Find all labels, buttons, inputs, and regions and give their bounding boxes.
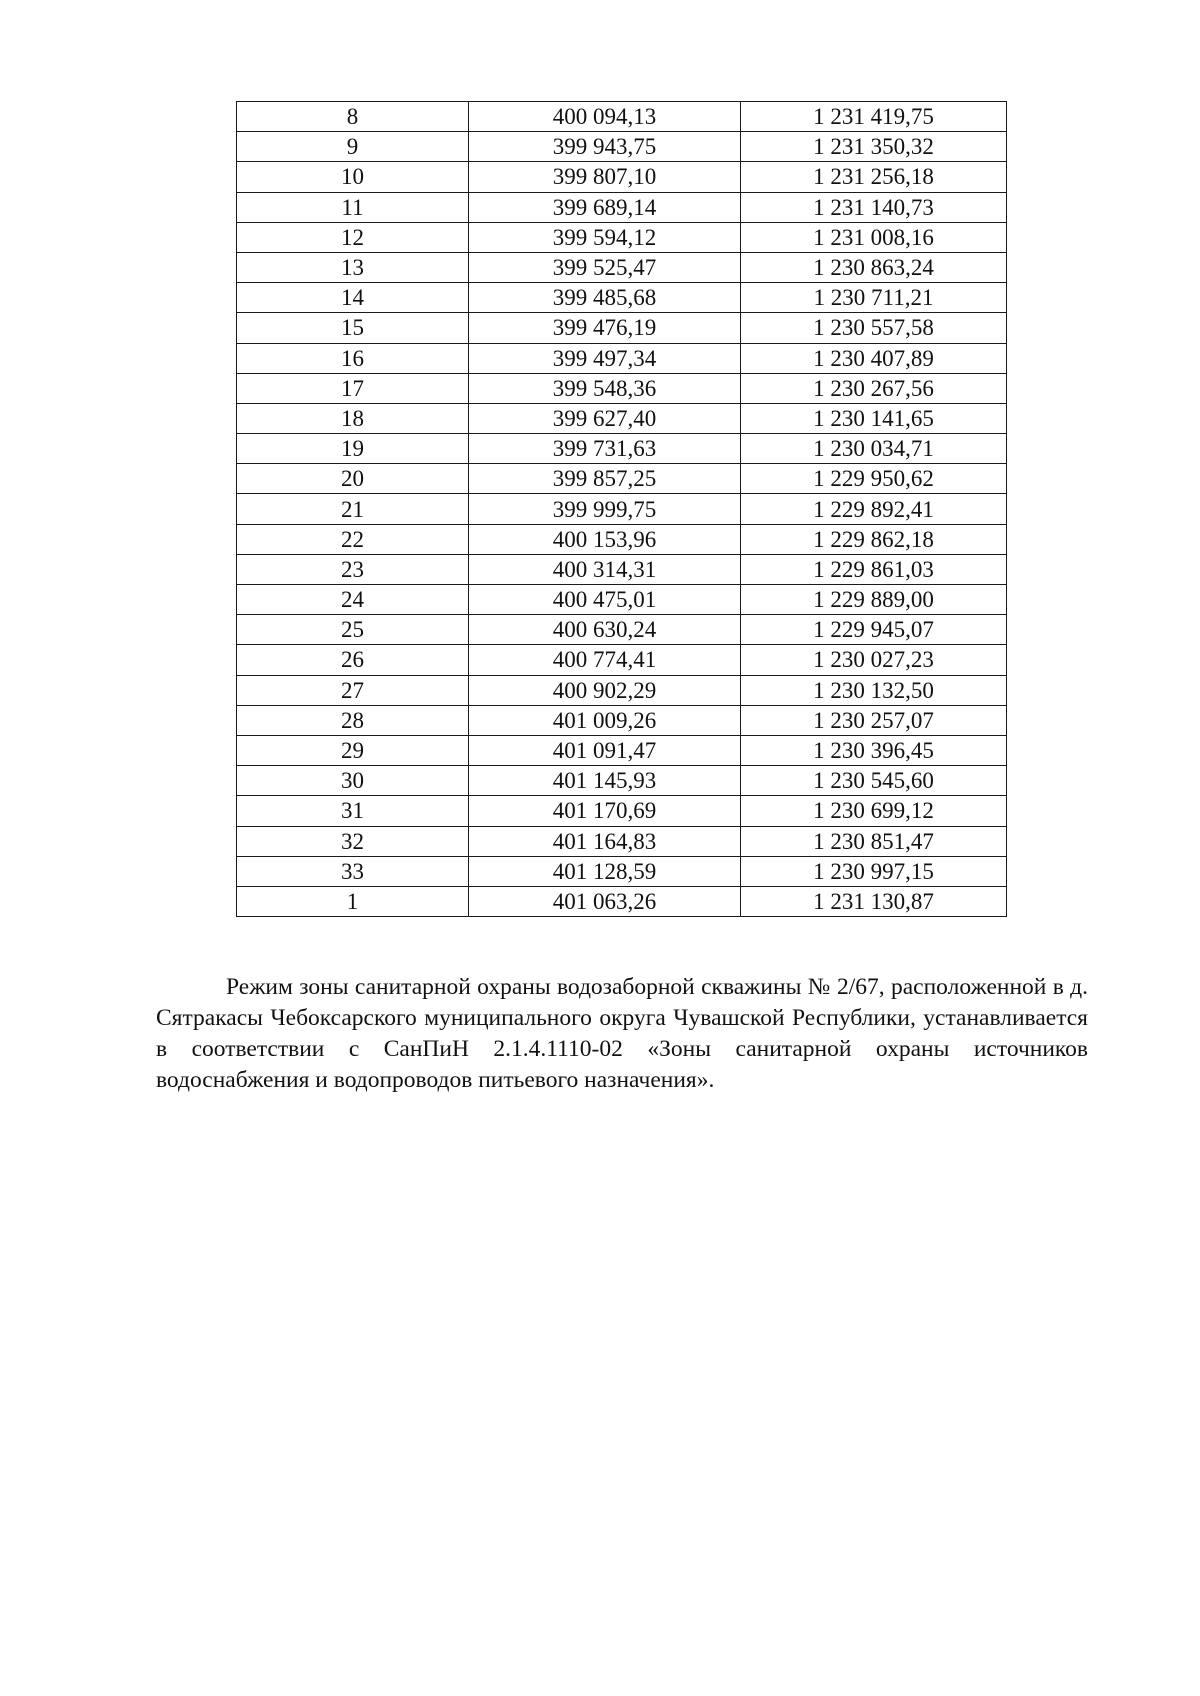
table-row xyxy=(237,222,1007,252)
point-number-cell: 14 xyxy=(237,283,469,313)
table-row xyxy=(237,343,1007,373)
y-coordinate-cell: 1 229 945,07 xyxy=(741,615,1007,645)
table-row xyxy=(237,645,1007,675)
point-number-cell: 33 xyxy=(237,856,469,886)
point-number-cell: 9 xyxy=(237,132,469,162)
x-coordinate-cell: 401 091,47 xyxy=(469,735,741,765)
point-number-cell: 8 xyxy=(237,102,469,132)
point-number-cell: 12 xyxy=(237,222,469,252)
table-row xyxy=(237,252,1007,282)
point-number-cell: 21 xyxy=(237,494,469,524)
x-coordinate-cell: 401 128,59 xyxy=(469,856,741,886)
table-row xyxy=(237,826,1007,856)
table-row xyxy=(237,856,1007,886)
x-coordinate-cell: 400 774,41 xyxy=(469,645,741,675)
y-coordinate-cell: 1 230 141,65 xyxy=(741,403,1007,433)
table-row xyxy=(237,585,1007,615)
y-coordinate-cell: 1 229 889,00 xyxy=(741,585,1007,615)
point-number-cell: 16 xyxy=(237,343,469,373)
y-coordinate-cell: 1 230 027,23 xyxy=(741,645,1007,675)
table-row xyxy=(237,886,1007,916)
point-number-cell: 24 xyxy=(237,585,469,615)
point-number-cell: 32 xyxy=(237,826,469,856)
table-row xyxy=(237,434,1007,464)
y-coordinate-cell: 1 230 851,47 xyxy=(741,826,1007,856)
y-coordinate-cell: 1 229 950,62 xyxy=(741,464,1007,494)
point-number-cell: 10 xyxy=(237,162,469,192)
point-number-cell: 15 xyxy=(237,313,469,343)
point-number-cell: 26 xyxy=(237,645,469,675)
table-row xyxy=(237,675,1007,705)
point-number-cell: 22 xyxy=(237,524,469,554)
point-number-cell: 30 xyxy=(237,766,469,796)
point-number-cell: 29 xyxy=(237,735,469,765)
x-coordinate-cell: 401 009,26 xyxy=(469,705,741,735)
x-coordinate-cell: 400 094,13 xyxy=(469,102,741,132)
y-coordinate-cell: 1 231 256,18 xyxy=(741,162,1007,192)
coordinates-table-body xyxy=(237,102,1007,917)
coordinates-table xyxy=(236,101,1007,917)
y-coordinate-cell: 1 230 257,07 xyxy=(741,705,1007,735)
table-row xyxy=(237,313,1007,343)
x-coordinate-cell: 399 594,12 xyxy=(469,222,741,252)
y-coordinate-cell: 1 230 711,21 xyxy=(741,283,1007,313)
point-number-cell: 25 xyxy=(237,615,469,645)
table-row xyxy=(237,796,1007,826)
y-coordinate-cell: 1 230 545,60 xyxy=(741,766,1007,796)
table-row xyxy=(237,464,1007,494)
y-coordinate-cell: 1 230 557,58 xyxy=(741,313,1007,343)
x-coordinate-cell: 401 063,26 xyxy=(469,886,741,916)
x-coordinate-cell: 400 630,24 xyxy=(469,615,741,645)
y-coordinate-cell: 1 230 132,50 xyxy=(741,675,1007,705)
table-row xyxy=(237,192,1007,222)
y-coordinate-cell: 1 230 034,71 xyxy=(741,434,1007,464)
point-number-cell: 19 xyxy=(237,434,469,464)
y-coordinate-cell: 1 230 396,45 xyxy=(741,735,1007,765)
y-coordinate-cell: 1 229 862,18 xyxy=(741,524,1007,554)
y-coordinate-cell: 1 231 350,32 xyxy=(741,132,1007,162)
x-coordinate-cell: 399 943,75 xyxy=(469,132,741,162)
table-row xyxy=(237,162,1007,192)
y-coordinate-cell: 1 230 407,89 xyxy=(741,343,1007,373)
point-number-cell: 18 xyxy=(237,403,469,433)
x-coordinate-cell: 401 164,83 xyxy=(469,826,741,856)
y-coordinate-cell: 1 229 861,03 xyxy=(741,554,1007,584)
y-coordinate-cell: 1 230 699,12 xyxy=(741,796,1007,826)
point-number-cell: 20 xyxy=(237,464,469,494)
table-row xyxy=(237,615,1007,645)
y-coordinate-cell: 1 231 130,87 xyxy=(741,886,1007,916)
y-coordinate-cell: 1 230 863,24 xyxy=(741,252,1007,282)
table-row xyxy=(237,735,1007,765)
x-coordinate-cell: 400 314,31 xyxy=(469,554,741,584)
table-row xyxy=(237,283,1007,313)
point-number-cell: 31 xyxy=(237,796,469,826)
table-row xyxy=(237,705,1007,735)
point-number-cell: 11 xyxy=(237,192,469,222)
table-row xyxy=(237,102,1007,132)
x-coordinate-cell: 399 476,19 xyxy=(469,313,741,343)
x-coordinate-cell: 399 807,10 xyxy=(469,162,741,192)
x-coordinate-cell: 400 475,01 xyxy=(469,585,741,615)
y-coordinate-cell: 1 229 892,41 xyxy=(741,494,1007,524)
x-coordinate-cell: 399 497,34 xyxy=(469,343,741,373)
x-coordinate-cell: 399 857,25 xyxy=(469,464,741,494)
y-coordinate-cell: 1 231 140,73 xyxy=(741,192,1007,222)
x-coordinate-cell: 399 485,68 xyxy=(469,283,741,313)
x-coordinate-cell: 400 902,29 xyxy=(469,675,741,705)
table-row xyxy=(237,554,1007,584)
sanitary-zone-paragraph: Режим зоны санитарной охраны водозаборной скважины № 2/67, расположенной в д. Сятракасы Чебоксарского муниципального округа Чувашской Республики, устанавливается в соответствии с СанПиН 2.1.4.1110-02 «Зоны санитарной охраны источников водоснабжения и водопроводов питьевого назначения». xyxy=(156,974,1088,1093)
y-coordinate-cell: 1 231 008,16 xyxy=(741,222,1007,252)
table-row xyxy=(237,524,1007,554)
x-coordinate-cell: 400 153,96 xyxy=(469,524,741,554)
point-number-cell: 23 xyxy=(237,554,469,584)
x-coordinate-cell: 399 525,47 xyxy=(469,252,741,282)
point-number-cell: 1 xyxy=(237,886,469,916)
point-number-cell: 17 xyxy=(237,373,469,403)
x-coordinate-cell: 401 145,93 xyxy=(469,766,741,796)
x-coordinate-cell: 399 731,63 xyxy=(469,434,741,464)
y-coordinate-cell: 1 231 419,75 xyxy=(741,102,1007,132)
point-number-cell: 13 xyxy=(237,252,469,282)
table-row xyxy=(237,766,1007,796)
x-coordinate-cell: 399 548,36 xyxy=(469,373,741,403)
y-coordinate-cell: 1 230 997,15 xyxy=(741,856,1007,886)
table-row xyxy=(237,132,1007,162)
x-coordinate-cell: 401 170,69 xyxy=(469,796,741,826)
x-coordinate-cell: 399 689,14 xyxy=(469,192,741,222)
table-row xyxy=(237,403,1007,433)
point-number-cell: 28 xyxy=(237,705,469,735)
x-coordinate-cell: 399 627,40 xyxy=(469,403,741,433)
x-coordinate-cell: 399 999,75 xyxy=(469,494,741,524)
y-coordinate-cell: 1 230 267,56 xyxy=(741,373,1007,403)
table-row xyxy=(237,373,1007,403)
point-number-cell: 27 xyxy=(237,675,469,705)
table-row xyxy=(237,494,1007,524)
